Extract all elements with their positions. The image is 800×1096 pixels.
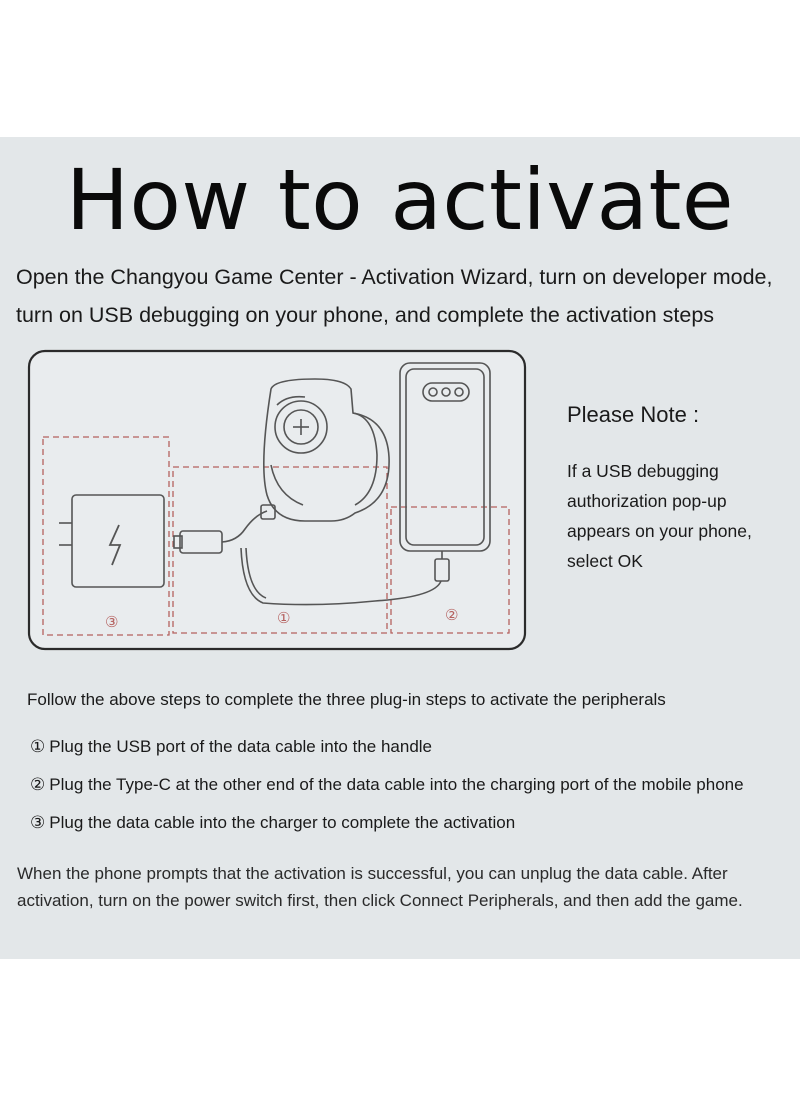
step-item: [30, 728, 744, 766]
intro-text: Open the Changyou Game Center - Activation Wizard, turn on developer mode, turn on USB debugging on your phone, and complete the activation steps: [16, 265, 773, 327]
page-title: How to activate: [65, 151, 735, 249]
follow-text: Follow the above steps to complete the three plug-in steps to activate the peripherals: [27, 690, 666, 709]
note-body: If a USB debugging authorization pop-up appears on your phone, select OK: [567, 461, 752, 571]
step-item: [30, 804, 744, 842]
step-number: ②: [30, 775, 46, 794]
note-title: Please Note :: [567, 402, 700, 427]
step-number: ③: [30, 813, 46, 832]
diagram-mark-1: ①: [277, 609, 291, 627]
step-text: Plug the USB port of the data cable into the handle: [49, 737, 433, 756]
diagram-mark-3: ③: [105, 613, 119, 631]
outro-text: When the phone prompts that the activation is successful, you can unplug the data cable. After activation, turn on the power switch first, then click Connect Peripherals, and then add the game.: [17, 864, 743, 910]
diagram-mark-2: ②: [445, 606, 459, 624]
step-text: Plug the Type-C at the other end of the data cable into the charging port of the mobile phone: [49, 775, 744, 794]
step-item: [30, 766, 744, 804]
connection-diagram: [15, 345, 535, 665]
steps-list: [30, 728, 744, 842]
step-text: Plug the data cable into the charger to complete the activation: [49, 813, 516, 832]
step-number: ①: [30, 737, 46, 756]
